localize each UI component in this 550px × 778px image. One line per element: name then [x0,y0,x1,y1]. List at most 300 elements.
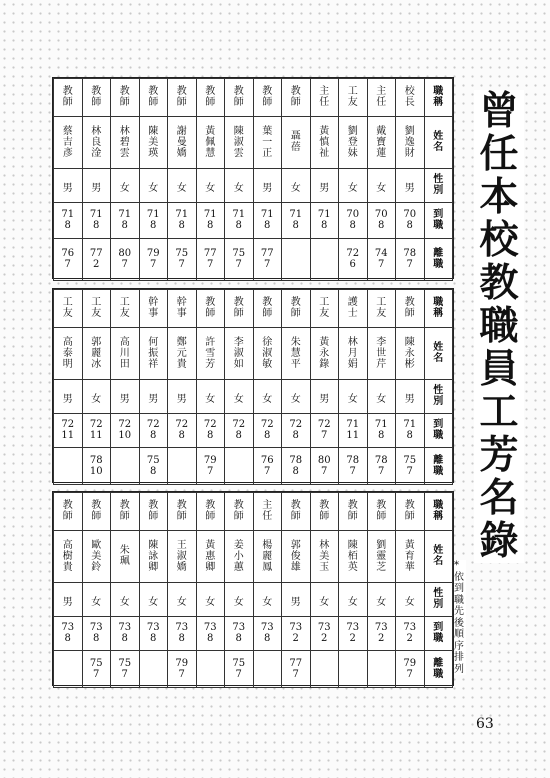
name-text: 陳栢英 [347,539,358,573]
row-header-label: 姓名 [433,131,444,153]
gender-cell [168,169,197,203]
job-title-cell [225,79,254,117]
gender-cell [82,583,111,617]
job-title-text: 教師 [262,86,273,108]
table-row [54,290,453,328]
month-value: 8 [349,220,356,231]
month-value: 7 [406,465,413,477]
month-value: 2 [349,633,356,644]
end-date-cell [396,448,425,485]
month-value: 7 [378,465,385,477]
start-date-cell [253,203,282,239]
job-title-text: 主任 [262,500,273,522]
gender-cell [82,380,111,414]
job-title-cell [339,290,368,328]
job-title-cell [168,79,197,117]
job-title-cell [282,493,311,531]
name-text: 何振祥 [148,336,159,370]
gender-cell [339,380,368,414]
gender-text: 女 [205,394,216,405]
gender-cell [168,583,197,617]
end-date-cell [339,239,368,281]
month-value: 2 [378,633,385,644]
gender-text: 女 [262,597,273,608]
year-value: 71 [260,209,274,220]
month-value: 7 [406,259,413,270]
month-value: 8 [150,430,157,441]
name-cell [339,531,368,583]
year-value: 72 [61,419,75,430]
gender-text: 男 [62,394,73,405]
gender-cell [310,169,339,203]
gender-cell [54,169,83,203]
start-date-cell [253,414,282,448]
name-text: 黃育華 [404,539,415,573]
sort-note: *依到職先後順序排列 [454,560,464,675]
name-cell [139,328,168,380]
gender-cell [196,169,225,203]
month-value: 11 [61,430,75,441]
job-title-text: 教師 [205,297,216,319]
row-header [424,448,453,485]
end-date-cell [168,448,197,485]
end-date-cell [54,448,83,485]
job-title-text: 教師 [119,500,130,522]
gender-text: 女 [376,394,387,405]
month-value: 7 [378,259,385,270]
name-cell [339,328,368,380]
row-header [424,414,453,448]
start-date-cell [54,617,83,651]
name-cell [396,531,425,583]
gender-text: 女 [176,183,187,194]
gender-cell [54,583,83,617]
name-text: 楊麗鳳 [262,539,273,573]
name-text: 李淑如 [233,336,244,370]
month-value: 2 [292,633,299,644]
month-value: 8 [292,465,299,477]
month-value: 8 [264,430,271,441]
name-cell [196,117,225,169]
name-text: 黃惠卿 [205,539,216,573]
job-title-text: 幹事 [148,297,159,319]
month-value: 8 [178,633,185,644]
job-title-text: 教師 [205,86,216,108]
row-header [424,380,453,414]
name-cell [310,117,339,169]
row-header-label: 離職 [433,657,444,680]
table-row [54,328,453,380]
job-title-cell [367,290,396,328]
staff-grid [53,289,453,485]
month-value: 7 [264,259,271,270]
gender-text: 男 [404,394,415,405]
name-cell [168,328,197,380]
name-text: 黃佩慧 [205,125,216,159]
job-title-cell [310,290,339,328]
start-date-cell [139,203,168,239]
name-cell [225,531,254,583]
name-cell [111,117,140,169]
year-value: 71 [403,419,417,430]
month-value: 8 [406,430,413,441]
table-row [54,493,453,531]
job-title-cell [367,79,396,117]
name-text: 姜小蕙 [233,539,244,573]
start-date-cell [225,203,254,239]
name-cell [367,531,396,583]
name-text: 徐淑敏 [262,336,273,370]
year-value: 75 [232,248,246,259]
gender-cell [282,169,311,203]
name-cell [82,328,111,380]
name-text: 朱珮 [119,545,130,567]
end-date-cell [168,651,197,688]
month-value: 7 [207,259,214,270]
staff-grid [53,78,453,281]
start-date-cell [82,203,111,239]
name-text: 劉靈芝 [376,539,387,573]
name-text: 高樹貴 [62,539,73,573]
month-value: 7 [178,668,185,680]
table-row [54,117,453,169]
name-text: 葉一正 [262,125,273,159]
year-value: 73 [317,622,331,633]
end-date-cell [367,651,396,688]
name-text: 謝曼嬌 [176,125,187,159]
month-value: 7 [321,465,328,477]
month-value: 7 [207,465,214,477]
month-value: 7 [292,668,299,680]
name-cell [253,117,282,169]
end-date-cell [54,239,83,281]
month-value: 8 [178,220,185,231]
gender-cell [111,169,140,203]
gender-text: 男 [319,394,330,405]
month-value: 8 [93,633,100,644]
start-date-cell [111,414,140,448]
year-value: 72 [289,419,303,430]
gender-text: 女 [176,597,187,608]
year-value: 72 [260,419,274,430]
end-date-cell [196,448,225,485]
name-cell [168,531,197,583]
end-date-cell [253,448,282,485]
job-title-text: 主任 [376,86,387,108]
job-title-text: 教師 [62,86,73,108]
job-title-text: 教師 [62,500,73,522]
year-value: 73 [374,622,388,633]
start-date-cell [396,203,425,239]
gender-cell [225,583,254,617]
row-header-label: 職稱 [433,297,444,319]
year-value: 77 [260,248,274,259]
gender-text: 女 [205,597,216,608]
gender-text: 男 [91,183,102,194]
month-value: 7 [406,668,413,680]
job-title-cell [310,493,339,531]
name-cell [196,328,225,380]
month-value: 7 [264,465,271,477]
end-date-cell [282,239,311,281]
table-row [54,203,453,239]
job-title-cell [310,79,339,117]
year-value: 71 [203,209,217,220]
year-value: 72 [118,419,132,430]
month-value: 6 [349,259,356,270]
year-value: 71 [346,419,360,430]
row-header-label: 性別 [433,385,444,407]
staff-table-1 [52,77,454,279]
month-value: 8 [235,633,242,644]
start-date-cell [111,617,140,651]
year-value: 79 [146,248,160,259]
start-date-cell [139,414,168,448]
gender-cell [253,583,282,617]
end-date-cell [111,239,140,281]
year-value: 71 [317,209,331,220]
job-title-text: 教師 [233,86,244,108]
name-cell [82,117,111,169]
start-date-cell [367,617,396,651]
month-value: 2 [406,633,413,644]
job-title-text: 教師 [319,500,330,522]
start-date-cell [310,414,339,448]
year-value: 70 [403,209,417,220]
year-value: 73 [61,622,75,633]
name-text: 林良淦 [91,125,102,159]
year-value: 78 [374,454,388,466]
year-value: 71 [232,209,246,220]
end-date-cell [225,448,254,485]
row-header-label: 職稱 [433,86,444,108]
job-title-text: 教師 [290,297,301,319]
month-value: 11 [346,430,360,441]
start-date-cell [396,617,425,651]
job-title-text: 教師 [148,500,159,522]
year-value: 72 [89,419,103,430]
year-value: 78 [289,454,303,466]
job-title-cell [196,493,225,531]
year-value: 73 [118,622,132,633]
name-text: 陳美瑛 [148,125,159,159]
job-title-cell [111,493,140,531]
job-title-text: 教師 [91,86,102,108]
end-date-cell [253,239,282,281]
end-date-cell [339,448,368,485]
end-date-cell [282,448,311,485]
name-cell [111,328,140,380]
staff-table-3 [52,491,454,686]
end-date-cell [82,239,111,281]
job-title-cell [253,493,282,531]
table-row [54,169,453,203]
gender-cell [339,169,368,203]
start-date-cell [196,203,225,239]
job-title-text: 教師 [233,500,244,522]
end-date-cell [396,239,425,281]
gender-text: 女 [233,183,244,194]
name-text: 陳詠卿 [148,539,159,573]
start-date-cell [310,203,339,239]
gender-text: 女 [376,597,387,608]
gender-cell [225,169,254,203]
start-date-cell [253,617,282,651]
year-value: 73 [346,622,360,633]
year-value: 71 [175,209,189,220]
row-header [424,493,453,531]
end-date-cell [253,651,282,688]
gender-cell [310,380,339,414]
job-title-text: 工友 [62,297,73,319]
name-text: 劉逸財 [404,125,415,159]
gender-cell [196,583,225,617]
year-value: 70 [346,209,360,220]
end-date-cell [282,651,311,688]
name-cell [54,531,83,583]
year-value: 72 [203,419,217,430]
gender-cell [139,583,168,617]
gender-cell [396,380,425,414]
start-date-cell [282,617,311,651]
name-text: 黃慎祉 [319,125,330,159]
month-value: 8 [150,465,157,477]
month-value: 8 [235,220,242,231]
year-value: 80 [118,248,132,259]
table-row [54,414,453,448]
gender-cell [396,169,425,203]
gender-text: 男 [262,183,273,194]
end-date-cell [111,651,140,688]
gender-cell [396,583,425,617]
name-cell [396,117,425,169]
job-title-cell [367,493,396,531]
name-text: 許雪芳 [205,336,216,370]
job-title-cell [196,79,225,117]
start-date-cell [367,203,396,239]
table-row [54,448,453,485]
year-value: 72 [232,419,246,430]
month-value: 8 [406,220,413,231]
name-text: 鄭元貴 [176,336,187,370]
gender-cell [139,380,168,414]
gender-text: 女 [233,394,244,405]
gender-text: 女 [91,597,102,608]
gender-cell [367,380,396,414]
name-text: 王淑嬌 [176,539,187,573]
month-value: 7 [64,259,71,270]
name-cell [139,531,168,583]
job-title-cell [396,493,425,531]
year-value: 75 [403,454,417,466]
end-date-cell [310,239,339,281]
table-row [54,617,453,651]
gender-cell [282,583,311,617]
job-title-text: 教師 [176,86,187,108]
year-value: 78 [346,454,360,466]
start-date-cell [196,617,225,651]
job-title-cell [225,290,254,328]
row-header-label: 離職 [433,454,444,477]
gender-text: 男 [148,394,159,405]
gender-text: 女 [404,597,415,608]
name-cell [282,531,311,583]
job-title-cell [396,79,425,117]
month-value: 8 [121,633,128,644]
month-value: 8 [378,430,385,441]
gender-text: 女 [148,183,159,194]
end-date-cell [225,651,254,688]
job-title-text: 教師 [205,500,216,522]
gender-text: 女 [290,394,301,405]
start-date-cell [139,617,168,651]
month-value: 8 [150,633,157,644]
gender-cell [54,380,83,414]
gender-cell [282,380,311,414]
end-date-cell [168,239,197,281]
month-value: 7 [178,259,185,270]
row-header-label: 姓名 [433,545,444,567]
month-value: 8 [64,220,71,231]
month-value: 8 [207,220,214,231]
table-row [54,79,453,117]
job-title-text: 教師 [347,500,358,522]
year-value: 73 [89,622,103,633]
month-value: 8 [321,220,328,231]
start-date-cell [111,203,140,239]
gender-text: 女 [119,597,130,608]
job-title-cell [82,290,111,328]
job-title-cell [54,79,83,117]
start-date-cell [282,414,311,448]
month-value: 8 [235,430,242,441]
job-title-cell [54,493,83,531]
name-text: 戴寶蓮 [376,125,387,159]
month-value: 7 [321,430,328,441]
job-title-text: 教師 [119,86,130,108]
job-title-text: 工友 [91,297,102,319]
name-text: 黃永錄 [319,336,330,370]
start-date-cell [82,617,111,651]
gender-text: 女 [91,394,102,405]
job-title-cell [168,290,197,328]
end-date-cell [225,239,254,281]
name-text: 朱慧平 [290,336,301,370]
table-row [54,651,453,688]
job-title-cell [168,493,197,531]
job-title-text: 工友 [347,86,358,108]
row-header [424,203,453,239]
year-value: 71 [118,209,132,220]
job-title-cell [82,79,111,117]
year-value: 77 [203,248,217,259]
job-title-cell [139,290,168,328]
end-date-cell [111,448,140,485]
row-header-label: 到職 [433,622,444,644]
month-value: 11 [89,430,103,441]
job-title-cell [396,290,425,328]
gender-text: 女 [319,597,330,608]
start-date-cell [339,617,368,651]
year-value: 73 [175,622,189,633]
job-title-text: 教師 [290,86,301,108]
row-header [424,651,453,688]
gender-cell [168,380,197,414]
job-title-cell [82,493,111,531]
name-cell [367,117,396,169]
job-title-text: 教師 [404,500,415,522]
year-value: 80 [317,454,331,466]
